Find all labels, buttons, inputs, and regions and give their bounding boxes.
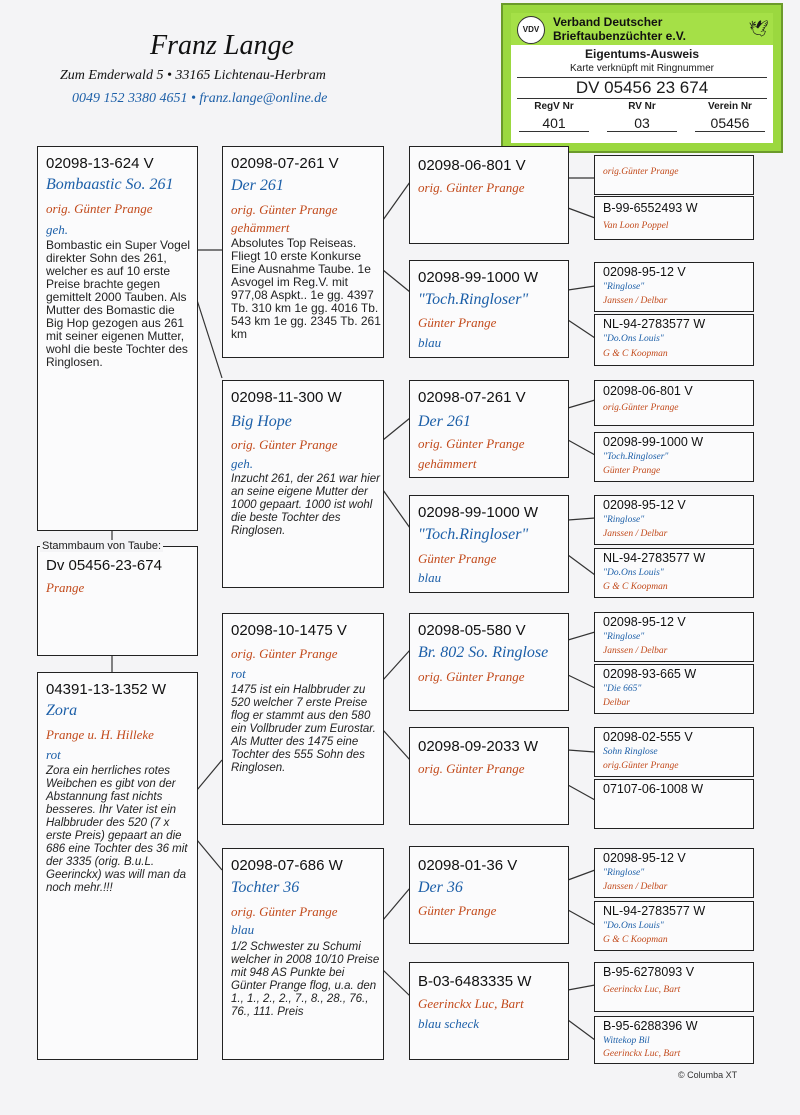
gggp-box[interactable] — [594, 848, 754, 898]
gggp-ring: 02098-02-555 V — [603, 730, 693, 744]
gp-owner: orig. Günter Prange — [231, 646, 338, 661]
gggp-owner: Janssen / Delbar — [603, 646, 668, 656]
great-grandparent-box[interactable] — [409, 495, 569, 593]
gggp-box[interactable] — [594, 962, 754, 1012]
ggp-owner: Günter Prange — [418, 315, 497, 330]
gggp-box[interactable] — [594, 314, 754, 366]
gggp-box[interactable] — [594, 779, 754, 829]
gggp-owner: Geerinckx Luc, Bart — [603, 1049, 681, 1059]
ggp-ring: 02098-06-801 V — [418, 157, 526, 174]
gggp-ring: 02098-06-801 V — [603, 384, 693, 398]
gggp-name: Wittekop Bil — [603, 1036, 650, 1046]
card-col-value: 401 — [519, 115, 589, 132]
ggp-ring: B-03-6483335 W — [418, 973, 532, 990]
card-col-label: Verein Nr — [708, 101, 752, 112]
dam-ring: 04391-13-1352 W — [46, 681, 167, 698]
ggp-color: blau scheck — [418, 1016, 480, 1031]
ggp-name: Der 36 — [418, 879, 463, 896]
subject-caption: Stammbaum von Taube: — [42, 540, 162, 552]
gp-name: Tochter 36 — [231, 879, 300, 896]
subject-owner: Prange — [46, 580, 85, 595]
dam-box[interactable] — [37, 672, 198, 1060]
gggp-name: "Ringlose" — [603, 868, 645, 878]
breeder-contact: 0049 152 3380 4651 • franz.lange@online.de — [72, 91, 328, 106]
gggp-ring: 02098-99-1000 W — [603, 435, 704, 449]
gggp-owner: G & C Koopman — [603, 582, 668, 592]
gggp-name: "Do.Ons Louis" — [603, 921, 664, 931]
gggp-owner: G & C Koopman — [603, 349, 668, 359]
gggp-name: "Die 665" — [603, 684, 642, 694]
gggp-owner: orig.Günter Prange — [603, 761, 679, 771]
ggp-color: blau — [418, 335, 442, 350]
ggp-name: "Toch.Ringloser" — [418, 291, 529, 308]
ggp-owner: Günter Prange — [418, 551, 497, 566]
vdv-logo: VDV — [517, 16, 545, 44]
gp-color: rot — [231, 666, 246, 681]
gggp-ring: 02098-93-665 W — [603, 667, 697, 681]
ggp-name: "Toch.Ringloser" — [418, 526, 529, 543]
gp-ring: 02098-10-1475 V — [231, 622, 347, 639]
subject-ring: Dv 05456-23-674 — [46, 557, 162, 574]
dam-name: Zora — [46, 702, 78, 719]
gggp-owner: orig.Günter Prange — [603, 403, 679, 413]
gggp-box[interactable] — [594, 727, 754, 777]
gggp-owner: Janssen / Delbar — [603, 296, 668, 306]
card-col-label: RegV Nr — [534, 101, 574, 112]
gggp-owner: Van Loon Poppel — [603, 221, 669, 231]
sire-ring: 02098-13-624 V — [46, 155, 154, 172]
ggp-ring: 02098-09-2033 W — [418, 738, 539, 755]
gp-ring: 02098-07-686 W — [231, 857, 343, 874]
gp-owner: orig. Günter Prange — [231, 202, 338, 217]
ggp-name: Der 261 — [418, 413, 471, 430]
ggp-name: Geerinckx Luc, Bart — [418, 996, 524, 1011]
gp-note: Absolutes Top Reiseas. Fliegt 10 erste Konkurse Eine Ausnahme Taube. 1e Asvogel im Reg.V. mit 977,08 Aspkt.. 1e gg. 4397 Tb. 310 km 1e gg. 4016 Tb. 543 km 1e gg. 2345 Tb. 261 km — [231, 236, 381, 341]
gggp-box[interactable] — [594, 664, 754, 714]
ggp-color: gehämmert — [418, 456, 477, 471]
card-org-name: Verband Deutscher Brieftaubenzüchter e.V. — [553, 15, 686, 43]
gp-color: gehämmert — [231, 220, 290, 235]
gggp-name: "Toch.Ringloser" — [603, 452, 669, 462]
gggp-ring: B-95-6288396 W — [603, 1019, 698, 1033]
grandparent-box[interactable] — [222, 848, 384, 1060]
gggp-ring: 02098-95-12 V — [603, 851, 686, 865]
gggp-owner: orig.Günter Prange — [603, 167, 679, 177]
ggp-owner: orig. Günter Prange — [418, 180, 525, 195]
card-col-value: 03 — [607, 115, 677, 132]
great-grandparent-box[interactable] — [409, 260, 569, 358]
gp-ring: 02098-07-261 V — [231, 155, 339, 172]
gggp-owner: G & C Koopman — [603, 935, 668, 945]
great-grandparent-box[interactable] — [409, 962, 569, 1060]
gggp-name: "Ringlose" — [603, 515, 645, 525]
great-grandparent-box[interactable] — [409, 380, 569, 478]
sire-color: geh. — [46, 222, 69, 237]
gggp-box[interactable] — [594, 432, 754, 482]
sire-name: Bombaastic So. 261 — [46, 176, 174, 193]
ggp-ring: 02098-01-36 V — [418, 857, 518, 874]
dam-note: Zora ein herrliches rotes Weibchen es gibt von der Abstannung fast nichts besseres. Ihr Vater ist ein Halbbruder des 520 (7 x erste Preis) gepaart an die 686 eine Tochter des 36 mit der 3335 (orig. B.u.L. Geerinckx) was will man da noch mehr.!!! — [46, 765, 188, 894]
card-ring-number: DV 05456 23 674 — [517, 77, 767, 99]
ggp-name: Br. 802 So. Ringlose — [418, 644, 549, 661]
gggp-owner: Janssen / Delbar — [603, 882, 668, 892]
gp-color: blau — [231, 922, 255, 937]
gp-note: Inzucht 261, der 261 war hier an seine eigene Mutter der 1000 gepaart. 1000 ist wohl die beste Tochter des Ringlosen. — [231, 473, 380, 537]
dam-color: rot — [46, 747, 61, 762]
card-col-value: 05456 — [695, 115, 765, 132]
breeder-address: Zum Emderwald 5 • 33165 Lichtenau-Herbram — [60, 68, 326, 83]
gggp-owner: Delbar — [603, 698, 630, 708]
card-col-label: RV Nr — [628, 101, 656, 112]
copyright: © Columba XT — [678, 1070, 738, 1080]
gggp-box[interactable] — [594, 380, 754, 426]
gggp-ring: 02098-95-12 V — [603, 498, 686, 512]
grandparent-box[interactable] — [222, 613, 384, 825]
ggp-ring: 02098-99-1000 W — [418, 504, 539, 521]
gggp-ring: 07107-06-1008 W — [603, 782, 704, 796]
gggp-box[interactable] — [594, 262, 754, 312]
grandparent-box[interactable] — [222, 380, 384, 588]
great-grandparent-box[interactable] — [409, 727, 569, 825]
sire-owner: orig. Günter Prange — [46, 201, 153, 216]
gggp-box[interactable] — [594, 196, 754, 240]
gggp-ring: 02098-95-12 V — [603, 615, 686, 629]
gggp-owner: Janssen / Delbar — [603, 529, 668, 539]
gggp-box[interactable] — [594, 548, 754, 598]
gggp-name: Sohn Ringlose — [603, 747, 658, 757]
ggp-owner: orig. Günter Prange — [418, 436, 525, 451]
gggp-ring: B-99-6552493 W — [603, 201, 698, 215]
gp-name: Der 261 — [231, 177, 284, 194]
ggp-ring: 02098-07-261 V — [418, 389, 526, 406]
gggp-box[interactable] — [594, 155, 754, 195]
gp-owner: orig. Günter Prange — [231, 904, 338, 919]
grandparent-box[interactable] — [222, 146, 384, 358]
ggp-ring: 02098-05-580 V — [418, 622, 526, 639]
gp-note: 1/2 Schwester zu Schumi welcher in 2008 10/10 Preise mit 948 AS Punkte bei Günter Prange flog, u.a. den 1., 1., 2., 2., 7., 8., 28., 76., 76., 111. Preis — [231, 941, 380, 1018]
gggp-name: "Ringlose" — [603, 282, 645, 292]
gggp-box[interactable] — [594, 612, 754, 662]
sire-box[interactable] — [37, 146, 198, 531]
ggp-owner: orig. Günter Prange — [418, 761, 525, 776]
gp-name: Big Hope — [231, 413, 292, 430]
great-grandparent-box[interactable] — [409, 846, 569, 944]
ggp-color: blau — [418, 570, 442, 585]
subject-box[interactable] — [37, 546, 198, 656]
ggp-owner: orig. Günter Prange — [418, 669, 525, 684]
gggp-box[interactable] — [594, 495, 754, 545]
dam-owner: Prange u. H. Hilleke — [46, 727, 154, 742]
gggp-ring: NL-94-2783577 W — [603, 317, 706, 331]
great-grandparent-box[interactable] — [409, 613, 569, 711]
gggp-name: "Do.Ons Louis" — [603, 568, 664, 578]
sire-note: Bombastic ein Super Vogel direkter Sohn des 261, welcher es auf 10 erste Preise brachte gegen gemittelt 2000 Tauben. Als Mutter des Bomastic die Big Hop gezogen aus 261 mit seiner eigenen Mutter, wohl die beste Tochter des Ringlosen. — [46, 238, 191, 369]
breeder-name: Franz Lange — [150, 30, 294, 61]
gggp-name: "Do.Ons Louis" — [603, 334, 664, 344]
gp-ring: 02098-11-300 W — [231, 389, 342, 406]
card-subtitle: Karte verknüpft mit Ringnummer — [570, 63, 714, 74]
gggp-box[interactable] — [594, 1016, 754, 1064]
card-title: Eigentums-Ausweis — [584, 47, 700, 61]
gggp-ring: B-95-6278093 V — [603, 965, 695, 979]
gp-owner: orig. Günter Prange — [231, 437, 338, 452]
great-grandparent-box[interactable] — [409, 146, 569, 244]
gggp-name: "Ringlose" — [603, 632, 645, 642]
pigeon-icon: 🕊 — [748, 21, 769, 38]
gggp-owner: Günter Prange — [603, 466, 661, 476]
ggp-ring: 02098-99-1000 W — [418, 269, 539, 286]
gp-color: geh. — [231, 456, 254, 471]
gp-note: 1475 ist ein Halbbruder zu 520 welcher 7 erste Preise flog er stammt aus den 580 ein Vollbruder zum Eurostar. Als Mutter des 1475 eine Tochter des 555 Sohn des Ringlosen. — [231, 684, 376, 774]
gggp-ring: NL-94-2783577 W — [603, 551, 706, 565]
gggp-owner: Geerinckx Luc, Bart — [603, 985, 681, 995]
gggp-ring: NL-94-2783577 W — [603, 904, 706, 918]
gggp-ring: 02098-95-12 V — [603, 265, 686, 279]
gggp-box[interactable] — [594, 901, 754, 951]
ggp-owner: Günter Prange — [418, 903, 497, 918]
